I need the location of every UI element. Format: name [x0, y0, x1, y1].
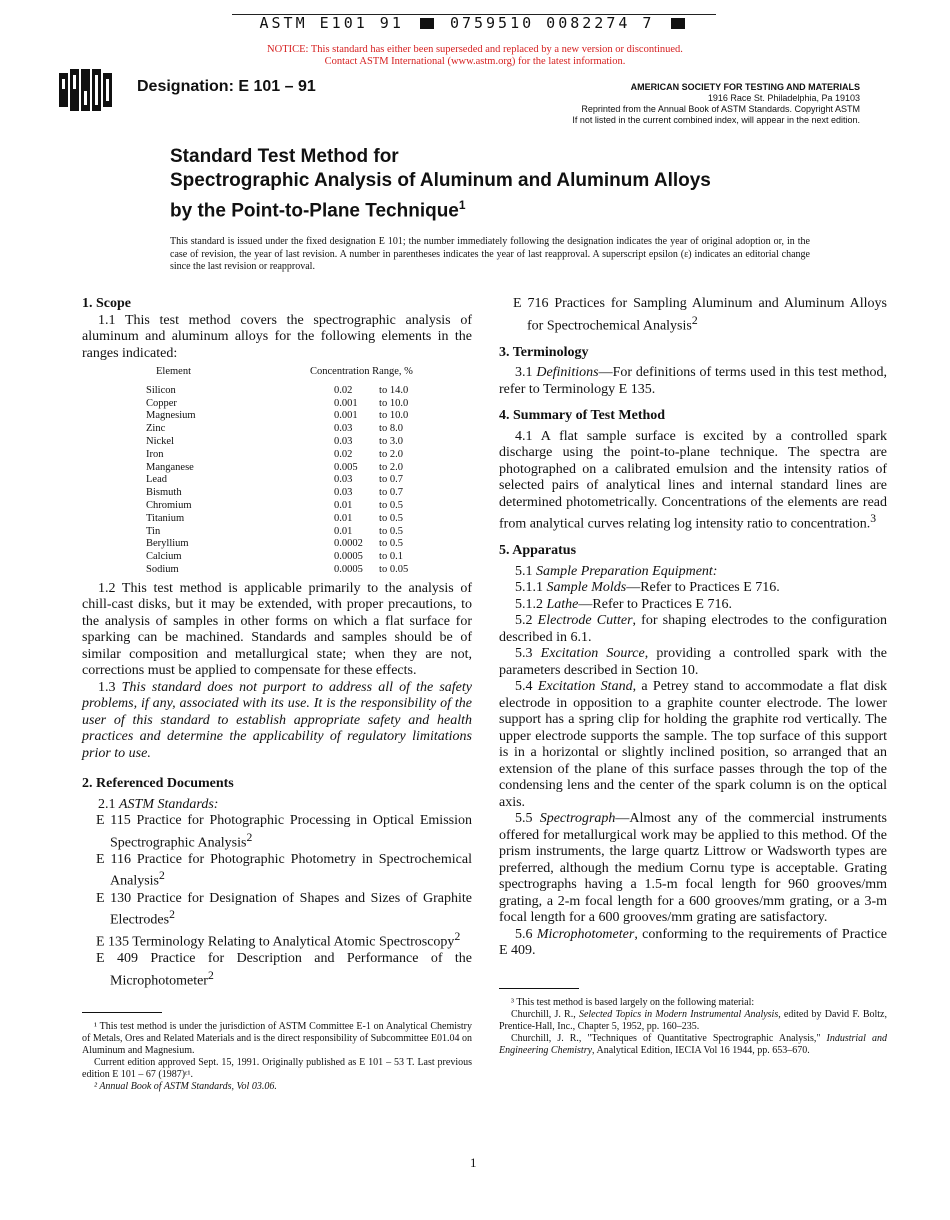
section-heading-referenced-documents: 2. Referenced Documents: [82, 776, 234, 792]
designation: Designation: E 101 – 91: [137, 78, 316, 95]
element-name: Chromium: [146, 499, 192, 511]
right-footnotes: [499, 997, 887, 1057]
section-heading-apparatus: 5. Apparatus: [499, 543, 577, 559]
paragraph-1-1: 1.1 This test method covers the spectrographic analysis of aluminum and aluminum alloys for the following elements in the ranges indicated:: [82, 312, 472, 361]
society-address: 1916 Race St. Philadelphia, Pa 19103: [707, 93, 860, 103]
page-number: 1: [470, 1155, 477, 1170]
element-name: Beryllium: [146, 538, 189, 550]
paragraph-5-5: 5.5 Spectrograph—Almost any of the commercial instruments offered for metallurgical work may be applied to this method. Of the prism instruments, the large quartz Littrow or Wadsworth types are preferred, although the medium Cornu type is acceptable. Grating spectrographs having a 1.5-m focal length for 960 grooves/mm grating, a 2-m focal length for a 600 grooves/mm grating, or a 3-m focal length for a 600 grooves/mm grating are satisfactory.: [499, 811, 887, 926]
range-low: 0.01: [334, 512, 353, 524]
table-row: [146, 538, 413, 551]
footnote-3-reference-a: Churchill, J. R., Selected Topics in Modern Instrumental Analysis, edited by David F. Boltz, Prentice-Hall, Inc., Chapter 5, 1952, pp. 160–235.: [499, 1008, 887, 1032]
table-header-range: Concentration Range, %: [310, 366, 413, 377]
range-high: to 14.0: [379, 384, 409, 396]
reference-item: E 115 Practice for Photographic Processing in Optical Emission Spectrographic Analysis$^2$: [96, 813, 472, 851]
right-column: [499, 296, 887, 1057]
range-low: 0.001: [334, 410, 358, 422]
notice-line-1: NOTICE: This standard has either been superseded and replaced by a new version or discontinued.: [267, 44, 683, 55]
range-high: to 2.0: [379, 461, 403, 473]
paragraph-5-1-1: 5.1.1 Sample Molds—Refer to Practices E 716.: [515, 580, 780, 596]
range-high: to 10.0: [379, 397, 409, 409]
element-name: Lead: [146, 474, 167, 486]
reference-item: E 409 Practice for Description and Performance of the Microphotometer$^2$: [96, 951, 472, 989]
element-name: Tin: [146, 525, 161, 537]
table-row: [146, 436, 413, 449]
range-low: 0.02: [334, 384, 353, 396]
element-name: Titanium: [146, 512, 185, 524]
table-row: [146, 410, 413, 423]
paragraph-5-4: 5.4 Excitation Stand, a Petrey stand to accommodate a flat disk electrode in opposition to a graphite counter electrode. The lower support has a spring clip for holding the graphite rod vertically. The upper electrode supports the sample. The top surface of this support is in a horizontal or slightly inclined position, so arranged that an extension of the plane of this surface passes through the top of the condensing lens and the center of the spark column is on the optical axis.: [499, 679, 887, 810]
range-low: 0.03: [334, 474, 353, 486]
reprint-note: Reprinted from the Annual Book of ASTM Standards. Copyright ASTM: [581, 104, 860, 114]
footnote: Current edition approved Sept. 15, 1991. Originally published as E 101 – 53 T. Last previous edition E 101 – 67 (1987)ᵋ¹.: [82, 1057, 472, 1081]
black-block-mark: [671, 18, 685, 29]
reference-item: E 116 Practice for Photographic Photometry in Spectrochemical Analysis$^2$: [96, 851, 472, 890]
range-low: 0.03: [334, 487, 353, 499]
notice-line-2: Contact ASTM International (www.astm.org) for the latest information.: [324, 56, 626, 67]
range-low: 0.0005: [334, 551, 363, 563]
table-row: [146, 385, 413, 398]
listing-note: If not listed in the current combined index, will appear in the next edition.: [572, 115, 860, 125]
footnote-3: ³ This test method is based largely on the following material:: [511, 996, 755, 1008]
range-high: to 2.0: [379, 448, 403, 460]
paragraph-5-1-2: 5.1.2 Lathe—Refer to Practices E 716.: [515, 596, 732, 612]
table-row: [146, 551, 413, 564]
title-line-2: Spectrographic Analysis of Aluminum and Aluminum Alloys: [170, 170, 711, 191]
section-heading-summary: 4. Summary of Test Method: [499, 408, 666, 424]
table-row: [146, 564, 413, 577]
paragraph-1-2: 1.2 This test method is applicable primarily to the analysis of chill-cast disks, but it may be extended, with proper precautions, to the analysis of samples in other forms on which a flat surface for sparking can be machined. Standards and samples should be of similar composition and metallurgical state; when they are not, corrections must be applied to compensate for these effects.: [82, 580, 472, 679]
element-name: Copper: [146, 397, 177, 409]
reference-item: E 135 Terminology Relating to Analytical Atomic Spectroscopy$^2$: [96, 930, 461, 950]
range-high: to 0.7: [379, 474, 403, 486]
element-name: Nickel: [146, 435, 174, 447]
footnote-3-reference-b: Churchill, J. R., "Techniques of Quantitative Spectrographic Analysis," Industrial and Engineering Chemistry, Analytical Edition, IECIA Vol 16 1944, pp. 653–670.: [499, 1032, 887, 1056]
range-low: 0.0005: [334, 563, 363, 575]
footnote-rule: [499, 988, 579, 989]
table-row: [146, 449, 413, 462]
page-title: [170, 145, 810, 223]
paragraph-5-2: 5.2 Electrode Cutter, for shaping electrodes to the configuration described in 6.1.: [499, 613, 887, 645]
range-low: 0.01: [334, 525, 353, 537]
table-row: [146, 462, 413, 475]
footnote: ² Annual Book of ASTM Standards, Vol 03.06.: [94, 1081, 277, 1093]
table-row: [146, 423, 413, 436]
paragraph-5-1: 5.1 Sample Preparation Equipment:: [515, 563, 718, 579]
paragraph-5-6: 5.6 Microphotometer, conforming to the requirements of Practice E 409.: [499, 926, 888, 959]
footnote: ¹ This test method is under the jurisdiction of ASTM Committee E-1 on Analytical Chemistry of Metals, Ores and Related Materials and is the direct responsibility of Subcommittee E01.04 on Aluminum and Magnesium.: [82, 1021, 472, 1057]
range-low: 0.02: [334, 448, 353, 460]
paragraph-4-1: 4.1 A flat sample surface is excited by a controlled spark discharge using the point-to-plane technique. The spectra are photographed on a calibrated emulsion and the intensity ratios of selected pairs of analytical lines and internal standard lines are determined photometrically. Concentrations of the elements are read from analytical curves relating log intensity ratio to concentration.$^3$: [499, 428, 887, 532]
astm-logo-icon: [57, 67, 127, 113]
doc-number: 0759510 0082274 7: [449, 14, 655, 32]
reference-list: [82, 813, 472, 990]
range-high: to 3.0: [379, 435, 403, 447]
table-body: [146, 385, 413, 577]
range-high: to 0.5: [379, 525, 403, 537]
range-high: to 0.5: [379, 538, 403, 550]
left-column: [82, 296, 472, 1093]
reference-item: E 130 Practice for Designation of Shapes and Sizes of Graphite Electrodes$^2$: [96, 890, 472, 928]
footnote-rule: [82, 1012, 162, 1013]
range-low: 0.0002: [334, 538, 363, 550]
title-line-1: Standard Test Method for: [170, 146, 399, 167]
element-name: Zinc: [146, 423, 166, 435]
range-high: to 0.7: [379, 487, 403, 499]
element-name: Silicon: [146, 384, 176, 396]
range-low: 0.01: [334, 499, 353, 511]
range-high: to 0.05: [379, 563, 409, 575]
element-range-table: [146, 366, 413, 577]
society-name: AMERICAN SOCIETY FOR TESTING AND MATERIALS: [630, 82, 860, 92]
element-name: Sodium: [146, 563, 179, 575]
reference-e716: E 716 Practices for Sampling Aluminum and Aluminum Alloys for Spectrochemical Analysis$^2$: [513, 296, 887, 334]
paragraph-5-3: 5.3 Excitation Source, providing a controlled spark with the parameters described in Section 10.: [499, 646, 888, 678]
intro-paragraph: This standard is issued under the fixed designation E 101; the number immediately following the designation indicates the year of original adoption or, in the case of revision, the year of last revision. A number in parentheses indicates the year of last reapproval. A superscript epsilon (ε) indicates an editorial change since the last revision or reapproval.: [170, 236, 810, 272]
table-row: [146, 526, 413, 539]
title-line-3: by the Point-to-Plane Technique$^1$: [170, 198, 466, 222]
range-high: to 8.0: [379, 423, 403, 435]
table-row: [146, 474, 413, 487]
table-row: [146, 513, 413, 526]
title-footnote-mark: 1: [458, 198, 466, 212]
range-high: to 0.5: [379, 512, 403, 524]
element-name: Magnesium: [146, 410, 196, 422]
paragraph-1-3: 1.3 This standard does not purport to address all of the safety problems, if any, associated with its use. It is the responsibility of the user of this standard to establish appropriate safety and health practices and determine the applicability of regulatory limitations prior to use.: [82, 679, 473, 761]
table-row: [146, 500, 413, 513]
section-heading-scope: 1. Scope: [82, 296, 131, 311]
range-high: to 0.5: [379, 499, 403, 511]
range-low: 0.001: [334, 397, 358, 409]
table-row: [146, 487, 413, 500]
range-low: 0.03: [334, 435, 353, 447]
range-high: to 10.0: [379, 410, 409, 422]
element-name: Iron: [146, 448, 164, 460]
range-low: 0.005: [334, 461, 358, 473]
element-name: Calcium: [146, 551, 182, 563]
range-high: to 0.1: [379, 551, 403, 563]
table-header-element: Element: [156, 366, 191, 377]
astm-code: ASTM E101 91: [259, 14, 404, 32]
paragraph-3-1: 3.1 Definitions—For definitions of terms used in this test method, refer to Terminology E 135.: [499, 365, 887, 397]
black-block-mark: [420, 18, 434, 29]
range-low: 0.03: [334, 423, 353, 435]
table-row: [146, 398, 413, 411]
left-footnotes: [82, 1021, 472, 1093]
astm-identifier-line: [232, 14, 716, 32]
element-name: Bismuth: [146, 487, 182, 499]
section-heading-terminology: 3. Terminology: [499, 344, 589, 360]
paragraph-2-1: 2.1 ASTM Standards:: [98, 796, 219, 812]
element-name: Manganese: [146, 461, 194, 473]
